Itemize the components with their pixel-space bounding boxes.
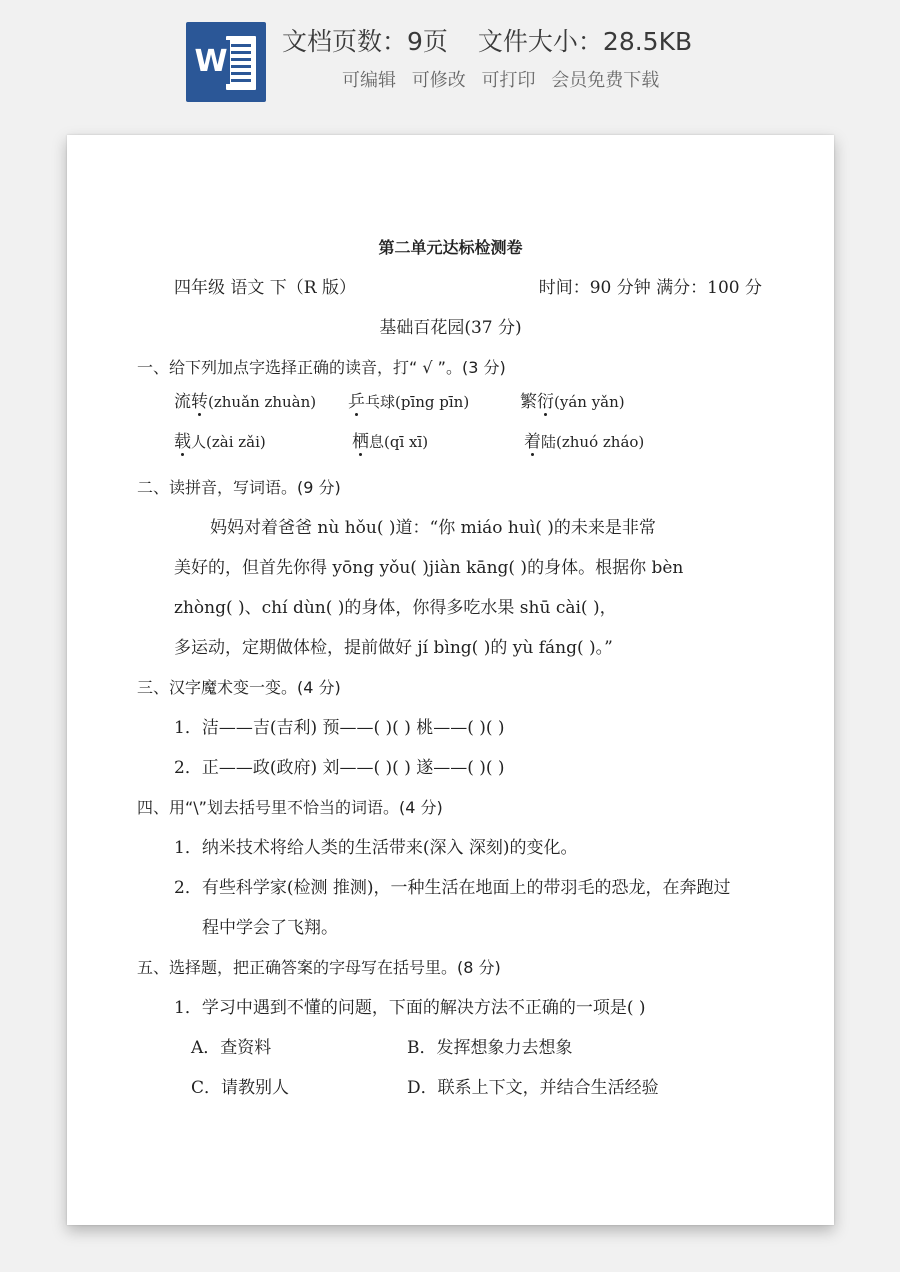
- q5-question-1: 1．学习中遇到不懂的问题，下面的解决方法不正确的一项是( ): [174, 998, 646, 1018]
- q1-heading: 一、给下列加点字选择正确的读音，打“ √ ”。(3 分): [137, 358, 506, 377]
- time-info: 时间：90 分钟 满分：100 分: [538, 278, 762, 298]
- q5-option-d: D．联系上下文，并结合生活经验: [407, 1078, 659, 1098]
- document-info-header: [0, 0, 900, 120]
- q2-heading: 二、读拼音，写词语。(9 分): [137, 478, 341, 497]
- q3-line: 1．洁——吉(吉利) 预——( )( ) 桃——( )( ): [174, 718, 505, 738]
- feature-modifiable: 可修改: [411, 70, 466, 91]
- q1-item: 着陆(zhuó zháo): [524, 432, 645, 452]
- q2-line: zhòng( )、chí dùn( )的身体，你得多吃水果 shū cài( )，: [174, 598, 617, 618]
- q2-line: 多运动，定期做体检，提前做好 jí bìng( )的 yù fáng( )。”: [174, 638, 613, 658]
- q5-option-b: B．发挥想象力去想象: [407, 1038, 573, 1058]
- q4-line: 1．纳米技术将给人类的生活带来(深入 深刻)的变化。: [174, 838, 578, 858]
- feature-editable: 可编辑: [342, 70, 396, 91]
- q4-line: 2．有些科学家(检测 推测)，一种生活在地面上的带羽毛的恐龙，在奔跑过: [174, 878, 731, 898]
- q5-heading: 五、选择题，把正确答案的字母写在括号里。(8 分): [137, 958, 501, 977]
- q3-heading: 三、汉字魔术变一变。(4 分): [137, 678, 341, 697]
- q3-line: 2．正——政(政府) 刘——( )( ) 遂——( )( ): [174, 758, 505, 778]
- doc-title: 第二单元达标检测卷: [378, 238, 523, 257]
- document-lines-icon: [226, 36, 256, 90]
- q2-line: 妈妈对着爸爸 nù hǒu( )道：“你 miáo huì( )的未来是非常: [210, 518, 656, 538]
- file-meta: [282, 22, 692, 58]
- feature-member-download: 会员免费下载: [551, 70, 660, 91]
- grade-info: 四年级 语文 下（R 版）: [174, 278, 357, 298]
- feature-printable: 可打印: [481, 70, 536, 91]
- q4-heading: 四、用“\”划去括号里不恰当的词语。(4 分): [137, 798, 443, 817]
- q1-item: 栖息(qī xī): [352, 432, 429, 452]
- feature-list: [342, 66, 669, 92]
- q1-item: 流转(zhuǎn zhuàn): [174, 392, 317, 412]
- q1-item: 载人(zài zǎi): [174, 432, 266, 452]
- page-count: 文档页数：9页: [282, 27, 448, 56]
- document-page: [67, 135, 834, 1225]
- word-document-icon: [186, 22, 266, 102]
- q5-option-a: A．查资料: [191, 1038, 272, 1058]
- q1-item: 繁衍(yán yǎn): [520, 392, 625, 412]
- q4-line: 程中学会了飞翔。: [202, 918, 338, 938]
- section-title: 基础百花园(37 分): [379, 318, 522, 338]
- word-logo-letter: W: [192, 40, 230, 84]
- q2-line: 美好的，但首先你得 yōng yǒu( )jiàn kāng( )的身体。根据你 bèn: [174, 558, 684, 578]
- file-size: 文件大小：28.5KB: [477, 27, 693, 56]
- q1-item: 乒乓球(pīng pīn): [348, 392, 470, 412]
- q5-option-c: C．请教别人: [191, 1078, 290, 1098]
